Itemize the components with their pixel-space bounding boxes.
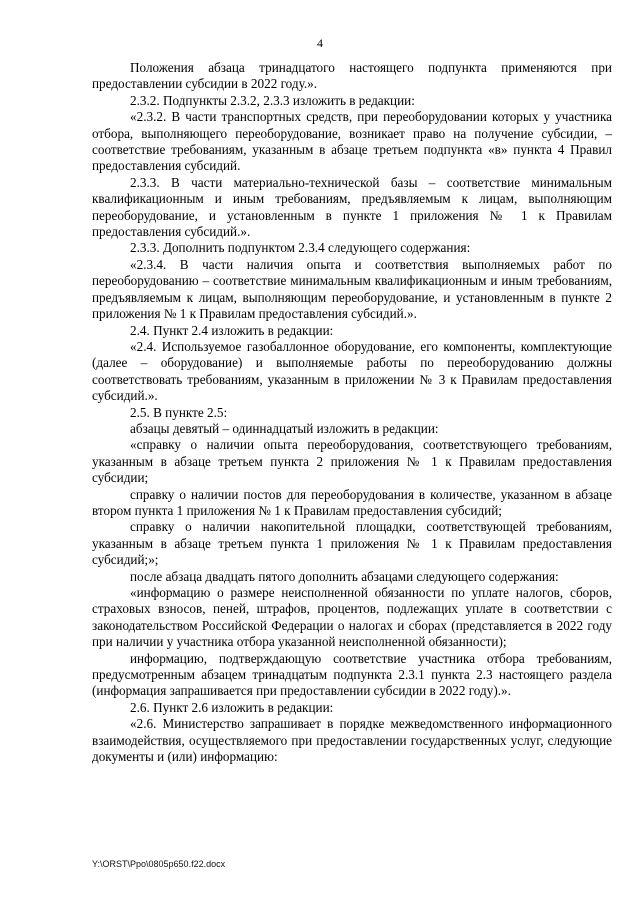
paragraph: 2.3.2. Подпункты 2.3.2, 2.3.3 изложить в редакции: — [130, 92, 415, 108]
page-number: 4 — [317, 36, 323, 50]
document-body — [92, 60, 612, 765]
paragraph: «справку о наличии опыта переоборудования, соответствующего требованиям, указанным в абзаце третьем пункта 2 приложения № 1 к Правилам предоставления субсидии; — [92, 437, 612, 486]
paragraph: 2.3.3. Дополнить подпунктом 2.3.4 следующего содержания: — [130, 240, 471, 256]
paragraph: 2.6. Пункт 2.6 изложить в редакции: — [130, 699, 334, 715]
paragraph: 2.3.3. В части материально-технической базы – соответствие минимальным квалификационным и иным требованиям, предъявляемым к лицам, выполняющим переоборудование, и установленным в пункте 1 приложения № 1 к Правилам предоставления субсидий.». — [92, 174, 612, 240]
paragraph: «2.3.4. В части наличия опыта и соответствия выполняемых работ по переоборудованию – соответствие минимальным квалификационным и иным требованиям, предъявляемым к лицам, выполняющим переоборудование, и установленным в пункте 2 приложения № 1 к Правилам предоставления субсидий.». — [92, 256, 612, 322]
paragraph: информацию, подтверждающую соответствие участника отбора требованиям, предусмотренным абзацем тринадцатым подпункта 2.3.1 пункта 2.3 настоящего раздела (информация запрашивается при предоставлении субсидии в 2022 году).». — [92, 650, 612, 699]
paragraph: «2.4. Используемое газобаллонное оборудование, его компоненты, комплектующие (далее – оборудование) и выполняемые работы по переоборудованию должны соответствовать требованиям, указанным в приложении № 3 к Правилам предоставления субсидий.». — [92, 338, 612, 404]
paragraph: после абзаца двадцать пятого дополнить абзацами следующего содержания: — [130, 568, 559, 584]
paragraph: 2.4. Пункт 2.4 изложить в редакции: — [130, 322, 334, 338]
paragraph: «информацию о размере неисполненной обязанности по уплате налогов, сборов, страховых взносов, пеней, штрафов, процентов, подлежащих уплате в соответствии с законодательством Российской Федерации о налогах и сборах (представляется в 2022 году при наличии у участника отбора указанной неисполненной обязанности); — [92, 585, 612, 650]
paragraph: Положения абзаца тринадцатого настоящего подпункта применяются при предоставлении субсидии в 2022 году.». — [92, 60, 612, 92]
paragraph: «2.3.2. В части транспортных средств, при переоборудовании которых у участника отбора, выполняющего переоборудование, возникает право на получение субсидии, – соответствие требованиям, указанным в абзаце третьем подпункта «в» пункта 4 Правил предоставления субсидий. — [92, 109, 612, 174]
file-path-footer: Y:\ORST\Ppo\0805p650.f22.docx — [92, 859, 226, 869]
paragraph: справку о наличии постов для переоборудования в количестве, указанном в абзаце втором пункта 1 приложения № 1 к Правилам предоставления субсидий; — [92, 486, 612, 518]
paragraph: «2.6. Министерство запрашивает в порядке межведомственного информационного взаимодействия, осуществляемого при предоставлении государственных услуг, следующие документы и (или) информацию: — [92, 716, 612, 765]
paragraph: 2.5. В пункте 2.5: — [130, 404, 228, 420]
paragraph: справку о наличии накопительной площадки, соответствующей требованиям, указанным в абзаце третьем пункта 1 приложения № 1 к Правилам предоставления субсидий;»; — [92, 519, 612, 568]
paragraph: абзацы девятый – одиннадцатый изложить в редакции: — [130, 420, 439, 436]
